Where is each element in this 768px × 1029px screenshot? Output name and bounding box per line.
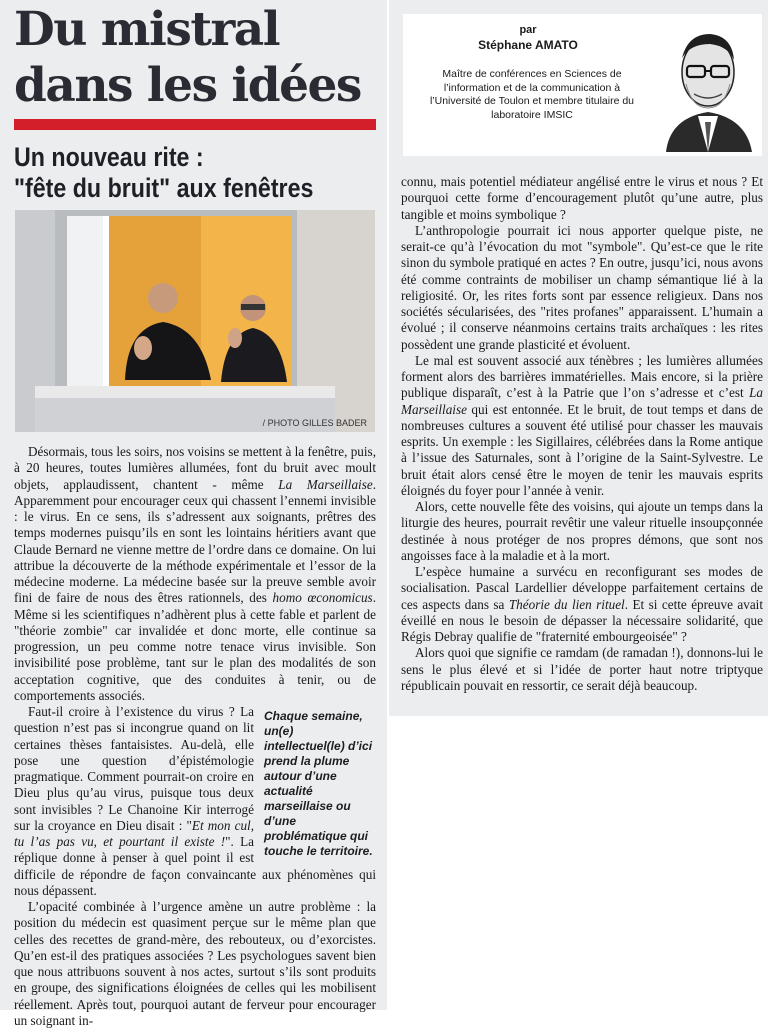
paragraph: Alors quoi que signifie ce ramdam (de ramadan !), donnons-lui le sens le plus élevé et si l’idée de porter haut notre triptyque républicain pouvait en ressortir, ce serait déjà beaucoup. bbox=[401, 645, 763, 693]
author-name: Stéphane AMATO bbox=[478, 38, 578, 52]
section-masthead bbox=[14, 2, 379, 114]
paragraph: Faut-il croire à l’existence du virus ? La question n’est pas si incongrue quand on lit certaines thèses fantaisistes. Au-delà, elle pose une question d’épistémologie pragmatique. Comment pourrait-on croire en Dieu plus qu’au virus, puisque tous deux sont invisibles ? Le Chanoine Kir interrogé sur la croyance en Dieu disait : "Et mon cul, tu l’as pas vu, et pourtant il existe !". La réplique donne à penser à quel point il est difficile de répondre de façon convaincante aux phénomènes qui nous dépassent. bbox=[14, 704, 376, 898]
paragraph: connu, mais potentiel médiateur angélisé entre le virus et nous ? Et pourquoi cette forme d’encouragement plutôt qu’une autre, plus tangible et moins symbolique ? bbox=[401, 174, 763, 222]
article-body-left bbox=[14, 444, 376, 1029]
paragraph: Désormais, tous les soirs, nos voisins se mettent à la fenêtre, puis, à 20 heures, toutes lumières allumées, font du bruit avec moult objets, applaudissent, chantent - même La Marseillaise. Apparemment pour encourager ceux qui chassent l’ennemi invisible : le virus. En ce sens, ils s’adressent aux soignants, prêtres des temps modernes puisqu’ils en sont les lointains héritiers avant que Claude Bernard ne vienne mettre de l’ordre dans ce domaine. On lui attribue la découverte de la méthode expérimentale et l’essor de la médecine moderne. La médecine basée sur la preuve semble avoir fini de faire de nous des êtres rationnels, des homo œconomicus. Même si les scientifiques n’adhèrent plus à cette fable et parlent de "théorie zombie" car invalidée et donc morte, elle continue sa progression, un peu comme notre tenace virus invisible. Son invisibilité pose problème, tant sur le plan des modalités de son acceptation cognitive, que des conduites à tenir, ou de comportements associés. bbox=[14, 444, 377, 703]
headline-line-2: "fête du bruit" aux fenêtres bbox=[14, 173, 314, 203]
photo-credit: / PHOTO GILLES BADER bbox=[262, 418, 367, 428]
article-body-right bbox=[401, 174, 763, 694]
paragraph: L’opacité combinée à l’urgence amène un autre problème : la position du médecin est quasiment perçue sur le même plan que celles des recettes de grand-mère, des rebouteux, ou d’exorcistes. Qu’en est-il des pratiques associées ? Les psychologues savent bien que nous attribuons souvent à nos actes, surtout s’ils sont produits en groupe, des significations éloignées de celles qui les mobilisent réellement. Après tout, pourquoi autant de ferveur pour encourager un soignant in- bbox=[14, 899, 376, 1028]
masthead-line-1: Du mistral bbox=[14, 2, 280, 57]
author-box bbox=[403, 14, 762, 156]
masthead-line-2: dans les idées bbox=[14, 58, 361, 113]
article-headline bbox=[14, 142, 332, 204]
headline-line-1: Un nouveau rite : bbox=[14, 142, 204, 172]
paragraph: Le mal est souvent associé aux ténèbres ; les lumières allumées forment alors des barrières immatérielles. Mais encore, si la prière publique disparaît, c’est à la Patrie que l’on s’adresse et c’est La Marseillaise qui est entonnée. Et le bruit, de tout temps et dans de nombreuses cultures a souvent été utilisé pour chasser les mauvais esprits. Un exemple : les Sigillaires, célébrées dans la Rome antique à l’issue des Saturnales, sont à l’origine de la Saint-Sylvestre. Le bruit était alors censé être le moyen de tenir les mauvais esprits éloignés du foyer pour l’année à venir. bbox=[401, 352, 763, 498]
paragraph: L’anthropologie pourrait ici nous apporter quelque piste, ne serait-ce qu’à l’évocation du mot "symbole". Qu’est-ce que le rite sinon du symbole pratiqué en actes ? En outre, jusqu’ici, nous avons été comme contraints de mobiliser un champ sémantique lié à la religiosité. Or, les rites forts sont par essence religieux. Dans nos sociétés sécularisées, des "rites profanes" apparaissent. L’humain a évolué ; il conserve néanmoins certains traits archaïques : les rites possèdent une grande plasticité et évoluent. bbox=[401, 222, 763, 352]
red-rule bbox=[14, 119, 376, 130]
pull-quote: Chaque semaine, un(e) intellectuel(le) d’ici prend la plume autour d’une actualité marseillaise ou d’une problématique qui touche le territoire. bbox=[264, 709, 373, 858]
author-bio: Maître de conférences en Sciences de l’information et de la communication à l’Université de Toulon et membre titulaire du laboratoire IMSIC bbox=[429, 68, 635, 121]
paragraph: L’espèce humaine a survécu en reconfigurant ses modes de socialisation. Pascal Lardellier développe parfaitement certains de ces aspects dans sa Théorie du lien rituel. Et si cette épreuve avait éveillé en nous le besoin de dépasser la nécessaire solidarité, que Régis Debray qualifie de "fraternité embourgeoisée" ? bbox=[401, 564, 764, 644]
author-portrait-sketch bbox=[658, 18, 758, 152]
paragraph: Alors, cette nouvelle fête des voisins, qui ajoute un temps dans la liturgie des heures, pourrait revêtir une valeur rituelle insoupçonnée destinée à nous protéger de nos propres démons, que sont nos angoisses face à la maladie et à la mort. bbox=[401, 499, 763, 563]
author-by: par bbox=[519, 24, 537, 36]
balcony-photo-illustration bbox=[15, 210, 375, 432]
article-photo bbox=[15, 210, 375, 432]
